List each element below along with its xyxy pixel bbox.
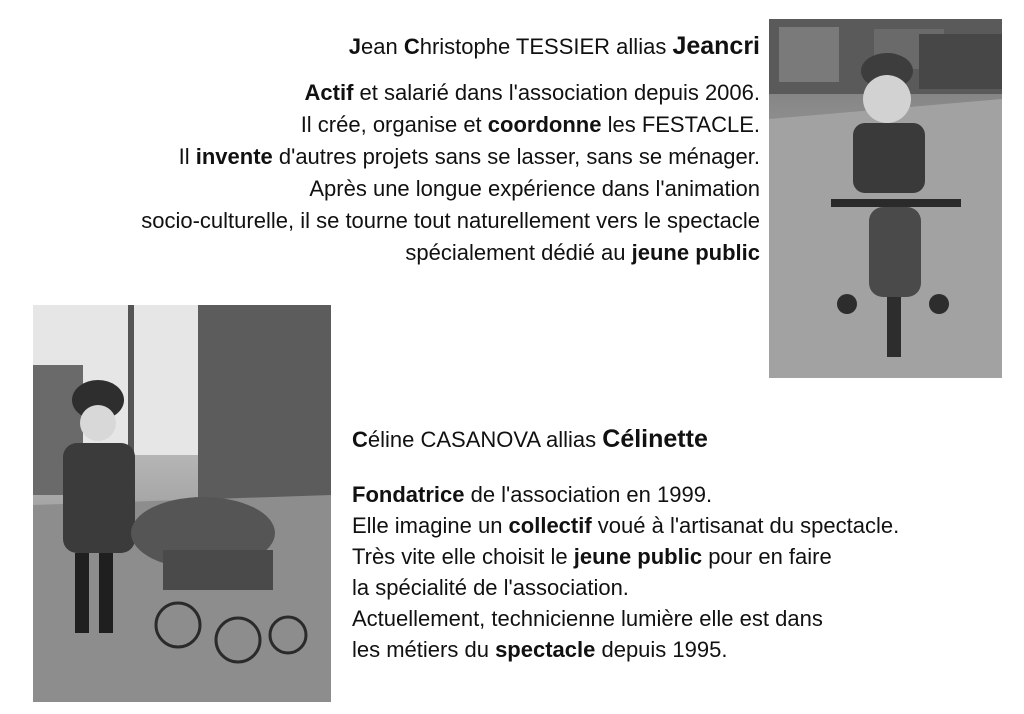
bio-jeancri-name: Jean Christophe TESSIER allias Jeancri (348, 32, 760, 60)
bio-celinette-name: Céline CASANOVA allias Célinette (352, 425, 708, 453)
bio-line: spécialement dédié au jeune public (405, 240, 760, 265)
bio-jeancri (0, 30, 760, 269)
bio-line: Actif et salarié dans l'association depuis 2006. (304, 80, 760, 105)
bio-line: la spécialité de l'association. (352, 575, 629, 600)
bio-line: Elle imagine un collectif voué à l'artisanat du spectacle. (352, 513, 900, 538)
nickname-celinette: Célinette (602, 425, 708, 453)
girl-pram-illustration (33, 305, 331, 702)
bio-line: Fondatrice de l'association en 1999. (352, 482, 713, 507)
bio-line: socio-culturelle, il se tourne tout naturellement vers le spectacle (141, 208, 760, 233)
bio-line: Actuellement, technicienne lumière elle est dans (352, 606, 823, 631)
bio-line: Il invente d'autres projets sans se lasser, sans se ménager. (178, 144, 760, 169)
boy-tricycle-illustration (769, 19, 1002, 378)
bio-line: les métiers du spectacle depuis 1995. (352, 637, 728, 662)
nickname-jeancri: Jeancri (672, 32, 760, 60)
bio-line: Après une longue expérience dans l'animation (309, 176, 760, 201)
photo-boy-tricycle (769, 19, 1002, 378)
bio-celinette (352, 424, 1022, 665)
photo-girl-pram (33, 305, 331, 702)
bio-line: Très vite elle choisit le jeune public pour en faire (352, 544, 832, 569)
bio-line: Il crée, organise et coordonne les FESTACLE. (300, 112, 760, 137)
